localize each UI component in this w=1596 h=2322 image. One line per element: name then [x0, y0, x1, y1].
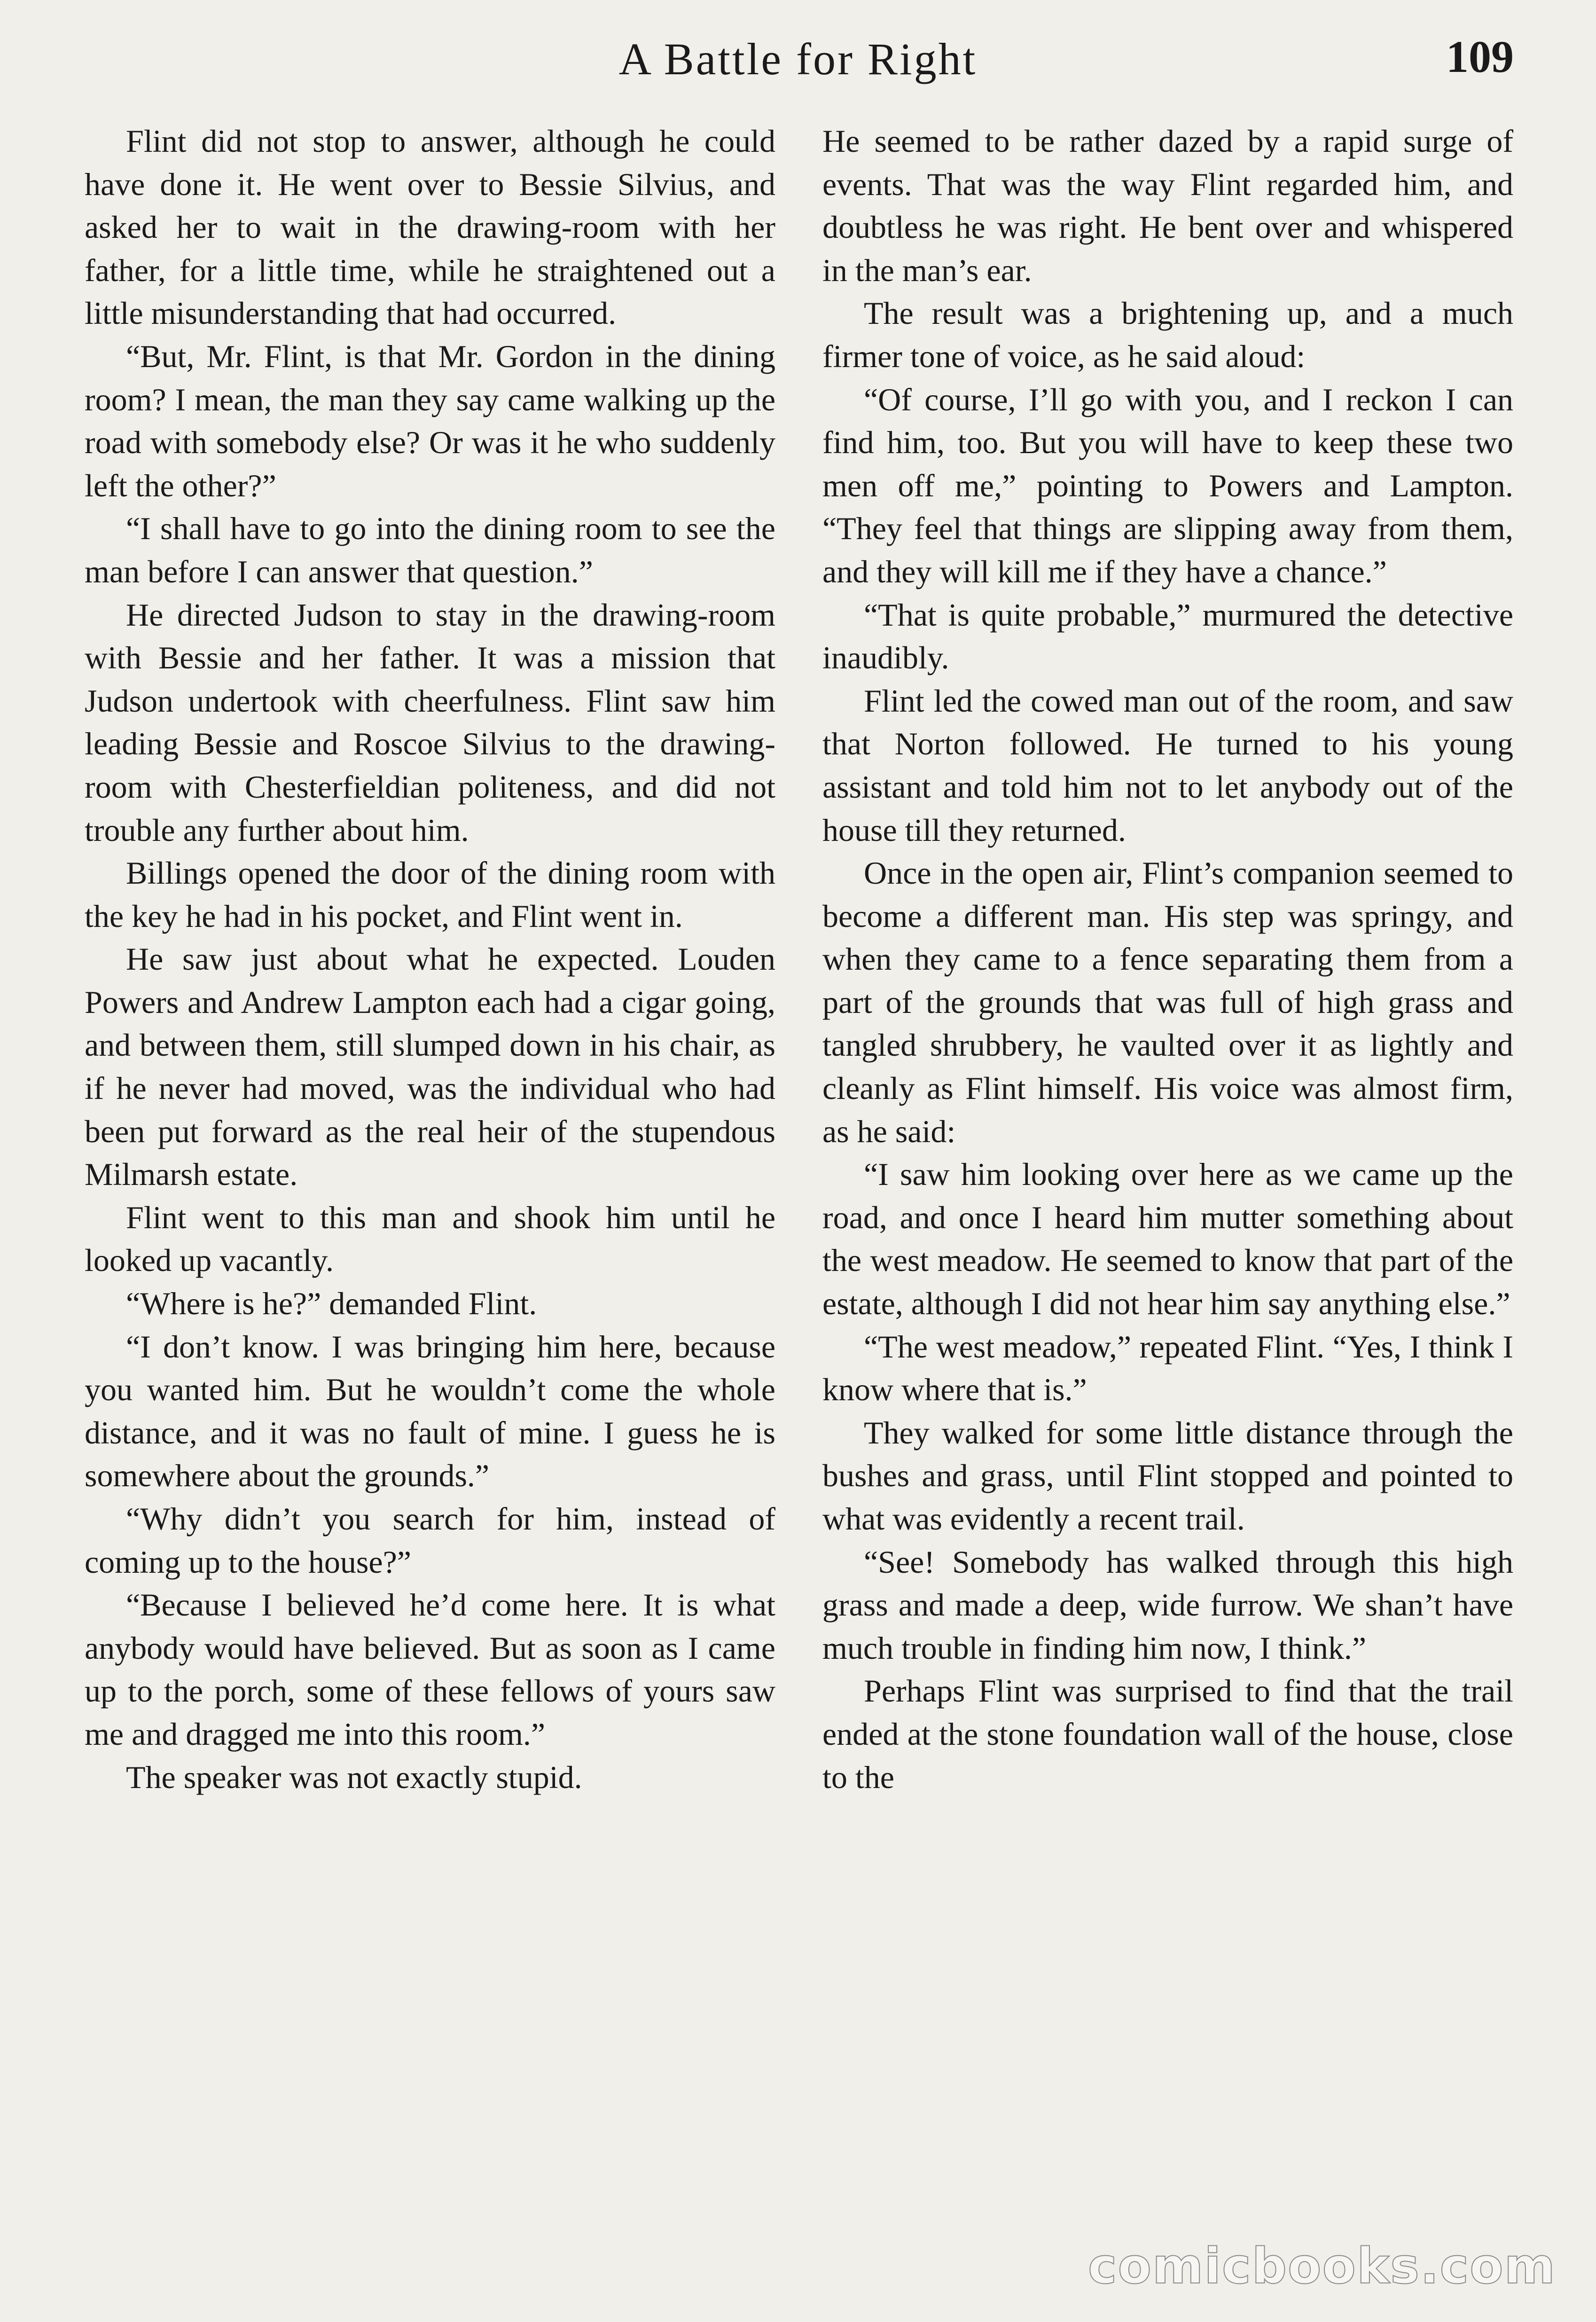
paragraph: The speaker was not exactly stupid. [126, 1759, 582, 1795]
paragraph: “Where is he?” demanded Flint. [126, 1286, 537, 1322]
paragraph: Flint did not stop to answer, although he could have done it. He went over to Bessie Silvius, and asked her to wait in the drawing-room with her father, for a little time, while he straightened out a little misunderstanding that had occurred. [85, 123, 775, 331]
paragraph: Perhaps Flint was surprised to find that the trail ended at the stone foundation wall of the house, close to the [822, 1673, 1513, 1795]
paragraph: Once in the open air, Flint’s companion seemed to become a different man. His step was springy, and when they came to a fence separating them from a part of the grounds that was full of high grass and tangled shrubbery, he vaulted over it as lightly and cleanly as Flint himself. His voice was almost firm, as he said: [822, 855, 1513, 1149]
paragraph: “See! Somebody has walked through this high grass and made a deep, wide furrow. We shan’t have much trouble in finding him now, I think.” [822, 1544, 1513, 1666]
paragraph: “I don’t know. I was bringing him here, because you wanted him. But he wouldn’t come the whole distance, and it was no fault of mine. I guess he is somewhere about the grounds.” [85, 1328, 775, 1494]
paragraph: “I saw him looking over here as we came up the road, and once I heard him mutter something about the west meadow. He seemed to know that part of the estate, although I did not hear him say anything else.” [822, 1156, 1513, 1322]
paragraph: “But, Mr. Flint, is that Mr. Gordon in the dining room? I mean, the man they say came walking up the road with somebody else? Or was it he who suddenly left the other?” [85, 338, 775, 503]
paragraph: Flint led the cowed man out of the room, and saw that Norton followed. He turned to his young assistant and told him not to let anybody out of the house till they returned. [822, 682, 1513, 848]
page-header [0, 19, 1596, 113]
paragraph: “Why didn’t you search for him, instead of coming up to the house?” [85, 1501, 775, 1580]
paragraph: “That is quite probable,” murmured the detective inaudibly. [822, 596, 1513, 676]
paragraph-continued: He seemed to be rather dazed by a rapid surge of events. That was the way Flint regarded him, and doubtless he was right. He bent over and whispered in the man’s ear. [822, 123, 1513, 288]
paragraph: “Of course, I’ll go with you, and I reckon I can find him, too. But you will have to keep these two men off me,” pointing to Powers and Lampton. “They feel that things are slipping away from them, and they will kill me if they have a chance.” [822, 381, 1513, 589]
watermark: comicbooks.com [1087, 2237, 1556, 2295]
paragraph: The result was a brightening up, and a much firmer tone of voice, as he said aloud: [822, 295, 1513, 374]
paragraph: He directed Judson to stay in the drawing-room with Bessie and her father. It was a mission that Judson undertook with cheerfulness. Flint saw him leading Bessie and Roscoe Silvius to the drawing-room with Chesterfieldian politeness, and did not trouble any further about him. [85, 596, 775, 848]
running-title: A Battle for Right [618, 34, 978, 84]
paragraph: “I shall have to go into the dining room to see the man before I can answer that question.” [85, 510, 775, 589]
paragraph: He saw just about what he expected. Louden Powers and Andrew Lampton each had a cigar going, and between them, still slumped down in his chair, as if he never had moved, was the individual who had been put forward as the real heir of the stupendous Milmarsh estate. [85, 941, 775, 1192]
paragraph: “The west meadow,” repeated Flint. “Yes, I think I know where that is.” [822, 1328, 1513, 1408]
paragraph: Flint went to this man and shook him until he looked up vacantly. [85, 1199, 775, 1279]
left-column [85, 120, 775, 2301]
paragraph: “Because I believed he’d come here. It is what anybody would have believed. But as soon as I came up to the porch, some of these fellows of yours saw me and dragged me into this room.” [85, 1587, 775, 1752]
paragraph: Billings opened the door of the dining room with the key he had in his pocket, and Flint went in. [85, 855, 775, 934]
page-number: 109 [1446, 31, 1514, 82]
right-column [822, 120, 1513, 2301]
paragraph: They walked for some little distance through the bushes and grass, until Flint stopped and pointed to what was evidently a recent trail. [822, 1414, 1513, 1537]
